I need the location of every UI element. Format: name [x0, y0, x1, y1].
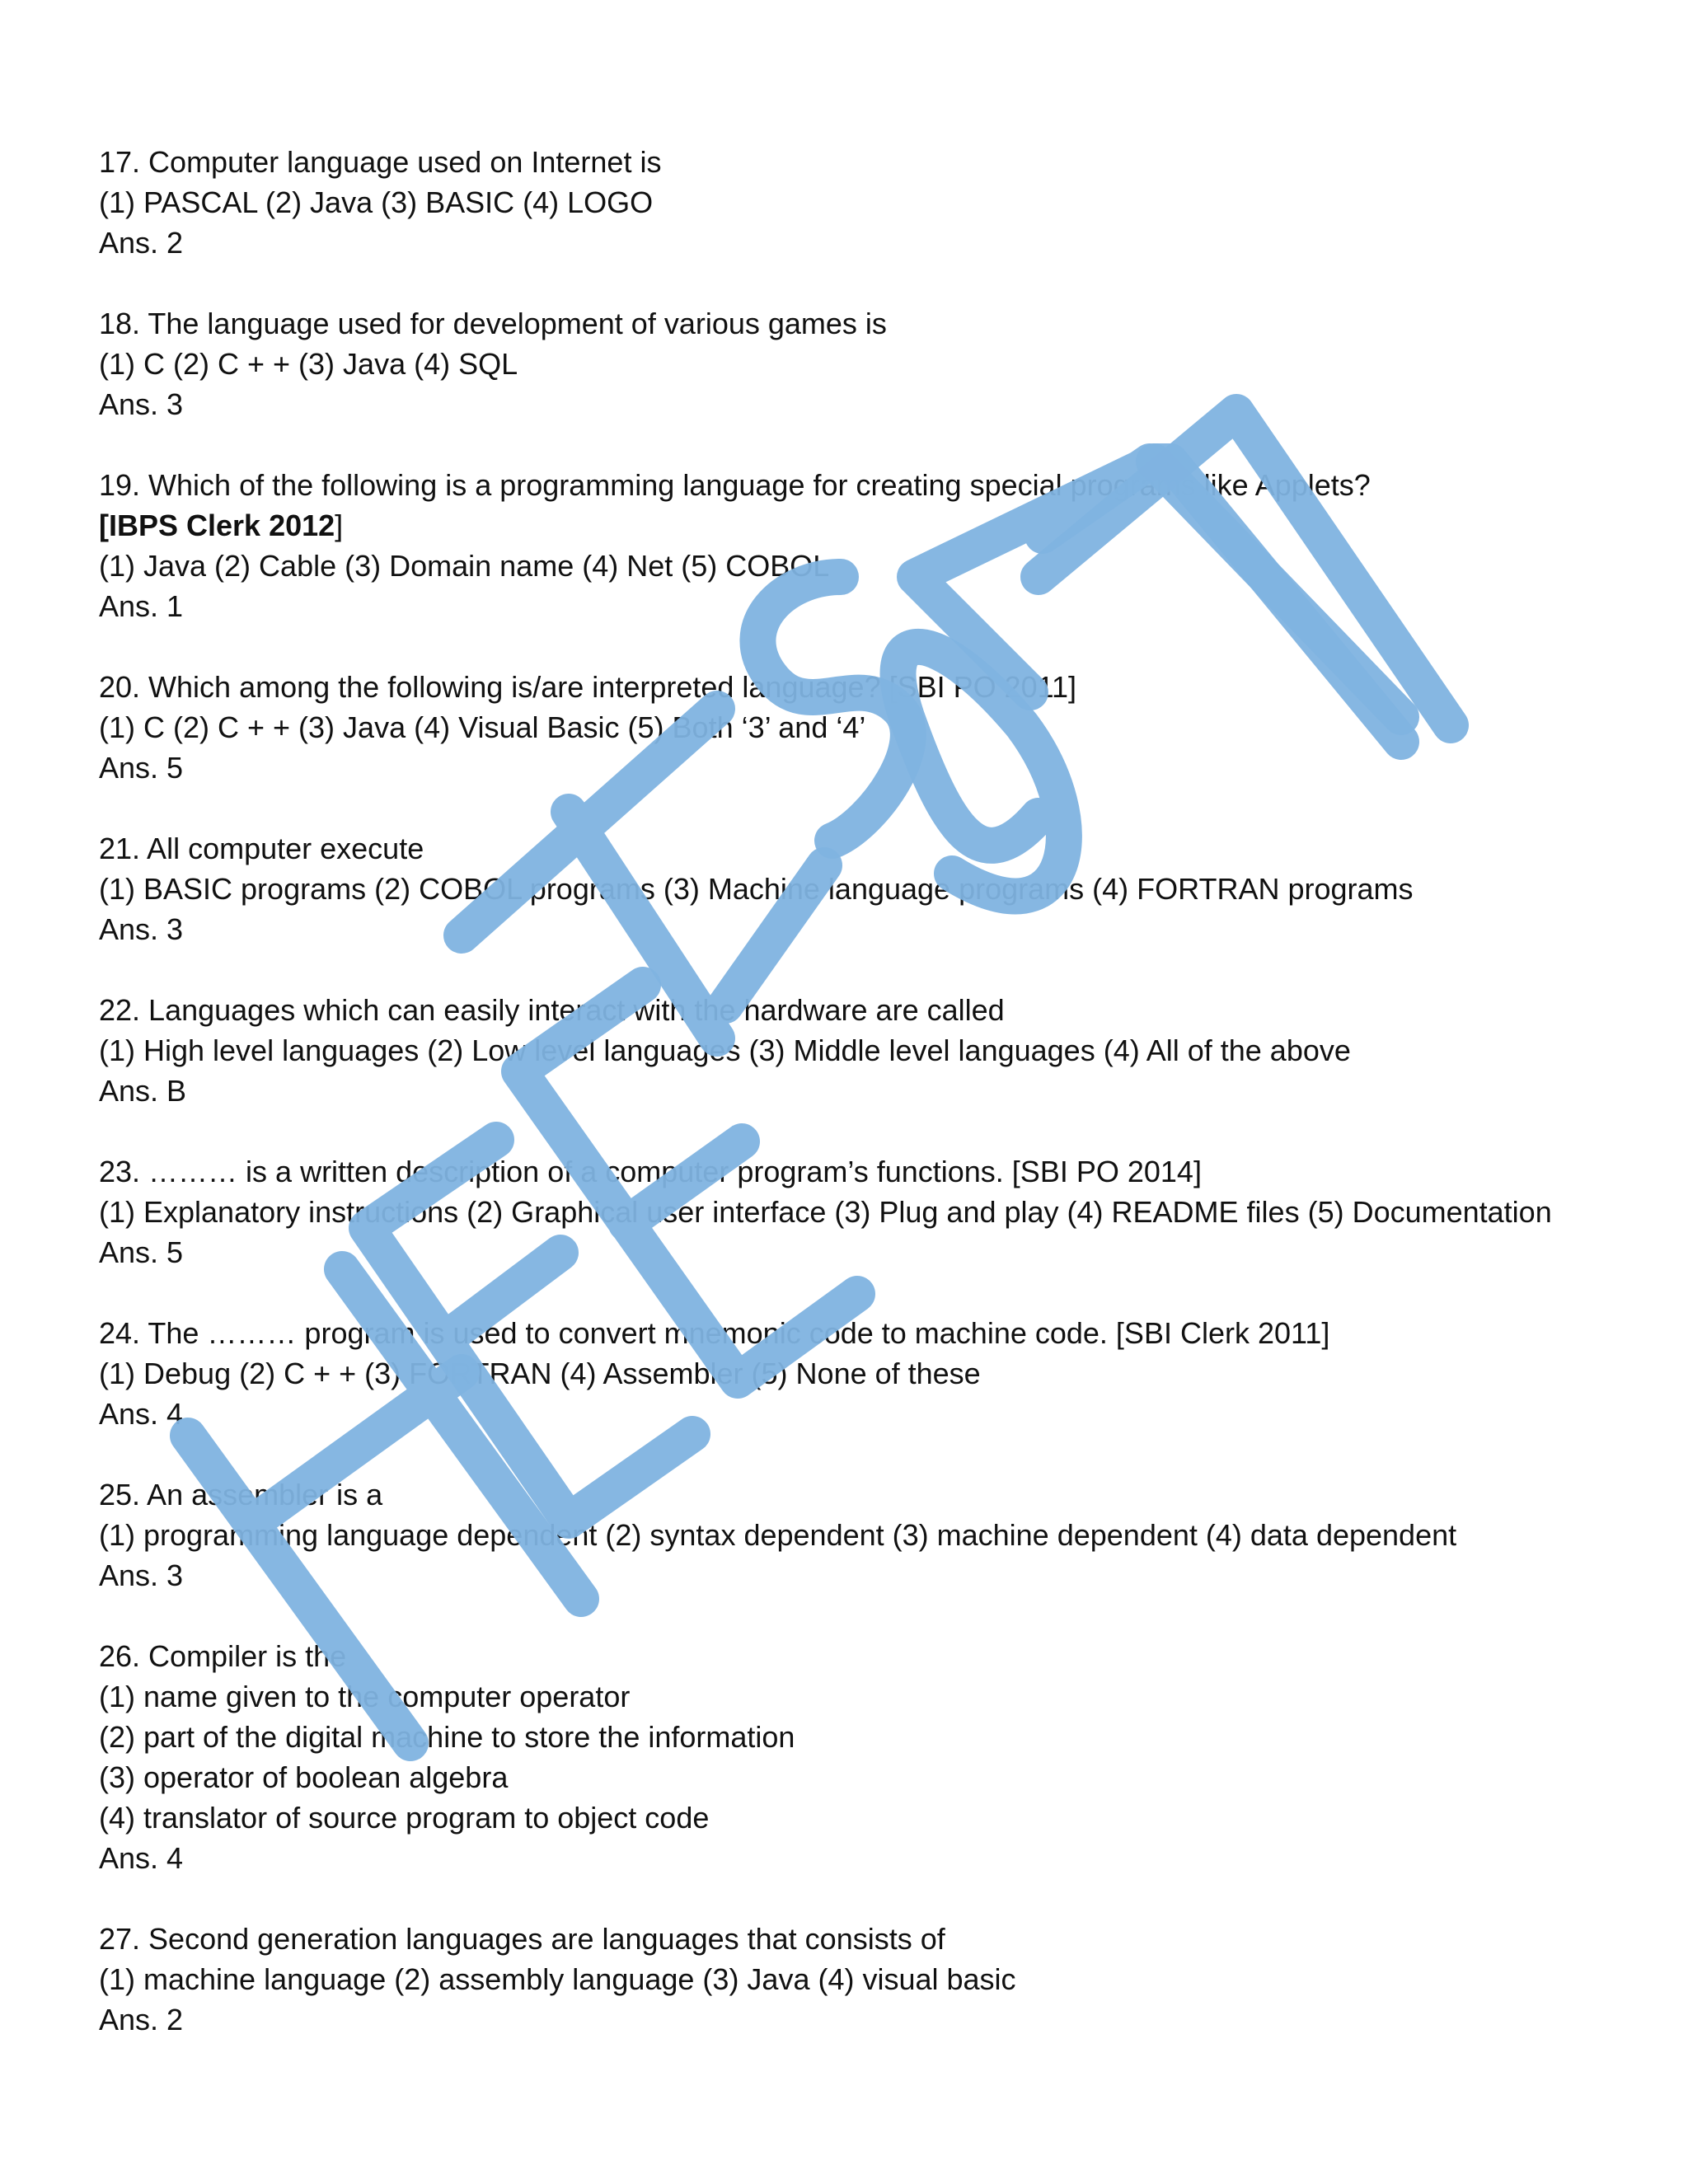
question-options: (1) Debug (2) C + + (3) FORTRAN (4) Assembler (5) None of these	[99, 1357, 981, 1390]
question-options: (1) PASCAL (2) Java (3) BASIC (4) LOGO	[99, 185, 654, 219]
question-23	[99, 1151, 1599, 1272]
question-answer: Ans. 3	[99, 1558, 184, 1592]
question-text: 21. All computer execute	[99, 832, 424, 865]
question-options: (1) C (2) C + + (3) Java (4) Visual Basic (5) Both ‘3’ and ‘4’	[99, 710, 866, 744]
question-source-bold: [IBPS Clerk 2012	[99, 509, 335, 542]
question-text: 22. Languages which can easily interact with the hardware are called	[99, 993, 1005, 1027]
question-17	[99, 142, 1599, 263]
question-answer: Ans. 2	[99, 2003, 184, 2036]
question-answer: Ans. 5	[99, 751, 184, 785]
question-26	[99, 1636, 1599, 1878]
question-options: (1) machine language (2) assembly language (3) Java (4) visual basic	[99, 1962, 1016, 1996]
question-text: 27. Second generation languages are languages that consists of	[99, 1922, 945, 1956]
question-text: 17. Computer language used on Internet is	[99, 145, 662, 179]
question-source-close: ]	[335, 509, 344, 542]
question-text: 19. Which of the following is a programming language for creating special programs like Applets?	[99, 468, 1371, 502]
question-text: 26. Compiler is the	[99, 1639, 347, 1673]
question-options: (1) C (2) C + + (3) Java (4) SQL	[99, 347, 518, 381]
question-25	[99, 1474, 1599, 1596]
question-source	[99, 505, 1599, 546]
question-option: (1) name given to the computer operator	[99, 1680, 631, 1713]
question-20	[99, 667, 1599, 788]
question-text: 25. An assembler is a	[99, 1478, 383, 1511]
question-option: (4) translator of source program to object code	[99, 1801, 710, 1835]
question-answer: Ans. 4	[99, 1841, 184, 1875]
question-options: (1) BASIC programs (2) COBOL programs (3) Machine language programs (4) FORTRAN programs	[99, 872, 1414, 906]
question-option: (3) operator of boolean algebra	[99, 1760, 509, 1794]
question-answer: Ans. 3	[99, 912, 184, 946]
question-21	[99, 828, 1599, 949]
question-options: (1) programming language dependent (2) syntax dependent (3) machine dependent (4) data dependent	[99, 1518, 1457, 1552]
question-text: 24. The ……… program is used to convert mnemonic code to machine code. [SBI Clerk 2011]	[99, 1316, 1330, 1350]
question-24	[99, 1313, 1599, 1434]
question-options: (1) Java (2) Cable (3) Domain name (4) Net (5) COBOL	[99, 549, 830, 583]
question-22	[99, 990, 1599, 1111]
question-text: 20. Which among the following is/are interpreted language? [SBI PO 2011]	[99, 670, 1077, 704]
question-answer: Ans. 1	[99, 589, 184, 623]
question-answer: Ans. 5	[99, 1235, 184, 1269]
question-list	[99, 142, 1599, 2080]
question-answer: Ans. 4	[99, 1397, 184, 1431]
question-answer: Ans. 3	[99, 387, 184, 421]
question-answer: Ans. 2	[99, 226, 184, 260]
question-text: 23. ……… is a written description of a computer program’s functions. [SBI PO 2014]	[99, 1155, 1202, 1188]
question-options: (1) Explanatory instructions (2) Graphical user interface (3) Plug and play (4) README files (5) Documentation	[99, 1195, 1552, 1229]
question-18	[99, 303, 1599, 424]
question-answer: Ans. B	[99, 1074, 187, 1108]
question-27	[99, 1919, 1599, 2040]
question-option: (2) part of the digital machine to store the information	[99, 1720, 795, 1754]
question-text: 18. The language used for development of various games is	[99, 307, 887, 340]
question-options: (1) High level languages (2) Low level languages (3) Middle level languages (4) All of the above	[99, 1033, 1351, 1067]
question-19	[99, 465, 1599, 626]
